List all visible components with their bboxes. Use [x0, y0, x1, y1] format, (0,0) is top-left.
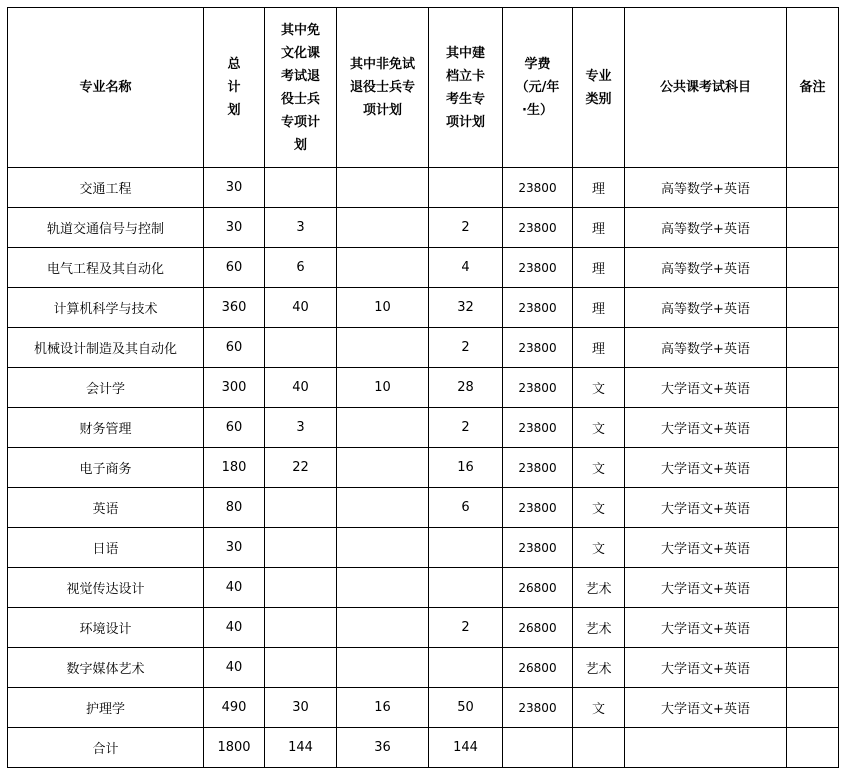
table-body: [8, 168, 839, 768]
remarks-cell: [787, 568, 839, 608]
total-plan-cell: 30: [204, 528, 265, 568]
tuition-cell: 23800: [503, 488, 573, 528]
table-row: [8, 608, 839, 648]
table-row: [8, 488, 839, 528]
remarks-cell: [787, 608, 839, 648]
category-cell: 文: [573, 408, 625, 448]
veteran-nonexempt-cell: [337, 248, 429, 288]
exam-subjects-cell: 高等数学+英语: [625, 208, 787, 248]
category-cell: 文: [573, 528, 625, 568]
remarks-cell: [787, 728, 839, 768]
table-row: [8, 408, 839, 448]
header-line: 划: [227, 103, 241, 118]
poverty-plan-cell: [429, 168, 503, 208]
major-name-cell: 机械设计制造及其自动化: [8, 328, 204, 368]
table-row: [8, 528, 839, 568]
major-name-cell: 电子商务: [8, 448, 204, 488]
header-line: 考试退: [280, 68, 320, 84]
table-row: [8, 448, 839, 488]
veteran-nonexempt-cell: 10: [337, 368, 429, 408]
veteran-exempt-cell: [265, 328, 337, 368]
remarks-cell: [787, 488, 839, 528]
poverty-plan-cell: 2: [429, 608, 503, 648]
poverty-plan-cell: 28: [429, 368, 503, 408]
poverty-plan-cell: 2: [429, 408, 503, 448]
total-row: [8, 728, 839, 768]
table-row: [8, 688, 839, 728]
remarks-cell: [787, 328, 839, 368]
veteran-exempt-cell: [265, 488, 337, 528]
header-veteran-exempt-plan: [265, 8, 337, 168]
total-plan-cell: 30: [204, 168, 265, 208]
major-name-cell: 护理学: [8, 688, 204, 728]
header-line: 档立卡: [445, 68, 485, 84]
tuition-cell: 23800: [503, 448, 573, 488]
total-plan-cell: 40: [204, 648, 265, 688]
table-row: [8, 368, 839, 408]
category-cell: 理: [573, 328, 625, 368]
veteran-nonexempt-cell: [337, 648, 429, 688]
category-cell: 文: [573, 688, 625, 728]
total-plan-cell: 60: [204, 408, 265, 448]
total-plan-cell: 40: [204, 608, 265, 648]
exam-subjects-cell: 高等数学+英语: [625, 328, 787, 368]
poverty-plan-cell: [429, 648, 503, 688]
header-line: ·生）: [522, 103, 553, 118]
remarks-cell: [787, 168, 839, 208]
exam-subjects-cell: 高等数学+英语: [625, 248, 787, 288]
exam-subjects-cell: 高等数学+英语: [625, 288, 787, 328]
enrollment-plan-table-container: [7, 7, 839, 768]
table-row: [8, 568, 839, 608]
header-line: 文化课: [280, 45, 320, 61]
exam-subjects-cell: 大学语文+英语: [625, 528, 787, 568]
category-cell: 文: [573, 448, 625, 488]
header-tuition: [503, 8, 573, 168]
total-plan-cell: 80: [204, 488, 265, 528]
poverty-plan-cell: 32: [429, 288, 503, 328]
poverty-plan-cell: [429, 528, 503, 568]
category-cell: 理: [573, 248, 625, 288]
exam-subjects-cell: 大学语文+英语: [625, 648, 787, 688]
tuition-cell: 23800: [503, 688, 573, 728]
veteran-exempt-cell: 144: [265, 728, 337, 768]
table-row: [8, 648, 839, 688]
category-cell: 艺术: [573, 648, 625, 688]
veteran-nonexempt-cell: [337, 448, 429, 488]
veteran-nonexempt-cell: [337, 568, 429, 608]
header-major-name: [8, 8, 204, 168]
major-name-cell: 合计: [8, 728, 204, 768]
veteran-exempt-cell: 40: [265, 368, 337, 408]
tuition-cell: 23800: [503, 168, 573, 208]
poverty-plan-cell: 2: [429, 208, 503, 248]
table-row: [8, 328, 839, 368]
exam-subjects-cell: 大学语文+英语: [625, 688, 787, 728]
header-line: 公共课考试科目: [659, 80, 751, 95]
exam-subjects-cell: 大学语文+英语: [625, 568, 787, 608]
table-row: [8, 208, 839, 248]
header-line: 考生专: [445, 91, 485, 107]
major-name-cell: 环境设计: [8, 608, 204, 648]
header-remarks: [787, 8, 839, 168]
veteran-nonexempt-cell: [337, 168, 429, 208]
remarks-cell: [787, 688, 839, 728]
total-plan-cell: 1800: [204, 728, 265, 768]
poverty-plan-cell: [429, 568, 503, 608]
tuition-cell: 26800: [503, 568, 573, 608]
category-cell: 理: [573, 288, 625, 328]
veteran-nonexempt-cell: [337, 408, 429, 448]
veteran-exempt-cell: [265, 568, 337, 608]
total-plan-cell: 300: [204, 368, 265, 408]
category-cell: 文: [573, 368, 625, 408]
major-name-cell: 计算机科学与技术: [8, 288, 204, 328]
exam-subjects-cell: 大学语文+英语: [625, 368, 787, 408]
veteran-exempt-cell: 3: [265, 408, 337, 448]
header-category: [573, 8, 625, 168]
category-cell: 艺术: [573, 608, 625, 648]
veteran-nonexempt-cell: 16: [337, 688, 429, 728]
poverty-plan-cell: 4: [429, 248, 503, 288]
poverty-plan-cell: 2: [429, 328, 503, 368]
remarks-cell: [787, 448, 839, 488]
poverty-plan-cell: 50: [429, 688, 503, 728]
remarks-cell: [787, 528, 839, 568]
total-plan-cell: 40: [204, 568, 265, 608]
poverty-plan-cell: 16: [429, 448, 503, 488]
tuition-cell: 26800: [503, 648, 573, 688]
header-line: 其中建: [445, 45, 485, 61]
header-veteran-nonexempt-plan: [337, 8, 429, 168]
header-line: 专项计: [280, 114, 320, 130]
header-line: 其中免: [280, 22, 320, 38]
tuition-cell: [503, 728, 573, 768]
exam-subjects-cell: 大学语文+英语: [625, 608, 787, 648]
total-plan-cell: 180: [204, 448, 265, 488]
major-name-cell: 英语: [8, 488, 204, 528]
exam-subjects-cell: 大学语文+英语: [625, 408, 787, 448]
total-plan-cell: 60: [204, 248, 265, 288]
header-line: 其中非免试: [349, 57, 415, 72]
header-line: 划: [293, 137, 307, 153]
header-total-plan: [204, 8, 265, 168]
enrollment-plan-table: [7, 7, 839, 768]
veteran-exempt-cell: [265, 168, 337, 208]
veteran-nonexempt-cell: [337, 328, 429, 368]
header-line: 项计划: [362, 103, 402, 118]
category-cell: 理: [573, 208, 625, 248]
major-name-cell: 视觉传达设计: [8, 568, 204, 608]
veteran-exempt-cell: 40: [265, 288, 337, 328]
veteran-exempt-cell: [265, 608, 337, 648]
major-name-cell: 电气工程及其自动化: [8, 248, 204, 288]
tuition-cell: 23800: [503, 408, 573, 448]
tuition-cell: 23800: [503, 528, 573, 568]
category-cell: [573, 728, 625, 768]
tuition-cell: 23800: [503, 288, 573, 328]
header-line: 总: [227, 57, 241, 72]
header-line: 备注: [799, 80, 826, 95]
major-name-cell: 会计学: [8, 368, 204, 408]
veteran-nonexempt-cell: [337, 208, 429, 248]
header-line: 专业名称: [79, 80, 132, 95]
tuition-cell: 23800: [503, 208, 573, 248]
remarks-cell: [787, 368, 839, 408]
exam-subjects-cell: 大学语文+英语: [625, 488, 787, 528]
veteran-nonexempt-cell: 36: [337, 728, 429, 768]
veteran-nonexempt-cell: [337, 488, 429, 528]
header-line: （元/年: [515, 80, 560, 95]
table-row: [8, 248, 839, 288]
category-cell: 艺术: [573, 568, 625, 608]
veteran-nonexempt-cell: [337, 528, 429, 568]
remarks-cell: [787, 288, 839, 328]
veteran-nonexempt-cell: [337, 608, 429, 648]
table-row: [8, 288, 839, 328]
tuition-cell: 23800: [503, 328, 573, 368]
poverty-plan-cell: 144: [429, 728, 503, 768]
veteran-exempt-cell: 3: [265, 208, 337, 248]
total-plan-cell: 60: [204, 328, 265, 368]
exam-subjects-cell: 高等数学+英语: [625, 168, 787, 208]
category-cell: 理: [573, 168, 625, 208]
total-plan-cell: 360: [204, 288, 265, 328]
table-header-row: [8, 8, 839, 168]
poverty-plan-cell: 6: [429, 488, 503, 528]
major-name-cell: 日语: [8, 528, 204, 568]
veteran-exempt-cell: 30: [265, 688, 337, 728]
exam-subjects-cell: [625, 728, 787, 768]
header-line: 专业: [585, 68, 612, 84]
tuition-cell: 23800: [503, 368, 573, 408]
remarks-cell: [787, 248, 839, 288]
total-plan-cell: 490: [204, 688, 265, 728]
veteran-exempt-cell: [265, 528, 337, 568]
veteran-exempt-cell: 22: [265, 448, 337, 488]
veteran-exempt-cell: 6: [265, 248, 337, 288]
header-line: 学费: [524, 57, 551, 72]
total-plan-cell: 30: [204, 208, 265, 248]
remarks-cell: [787, 648, 839, 688]
major-name-cell: 交通工程: [8, 168, 204, 208]
major-name-cell: 财务管理: [8, 408, 204, 448]
tuition-cell: 23800: [503, 248, 573, 288]
table-row: [8, 168, 839, 208]
header-line: 类别: [585, 91, 612, 107]
major-name-cell: 数字媒体艺术: [8, 648, 204, 688]
veteran-nonexempt-cell: 10: [337, 288, 429, 328]
exam-subjects-cell: 大学语文+英语: [625, 448, 787, 488]
remarks-cell: [787, 208, 839, 248]
major-name-cell: 轨道交通信号与控制: [8, 208, 204, 248]
header-exam-subjects: [625, 8, 787, 168]
header-line: 役士兵: [280, 91, 320, 107]
category-cell: 文: [573, 488, 625, 528]
header-poverty-plan: [429, 8, 503, 168]
tuition-cell: 26800: [503, 608, 573, 648]
veteran-exempt-cell: [265, 648, 337, 688]
header-line: 项计划: [445, 114, 485, 130]
remarks-cell: [787, 408, 839, 448]
header-line: 退役士兵专: [349, 80, 415, 95]
header-line: 计: [227, 80, 241, 95]
